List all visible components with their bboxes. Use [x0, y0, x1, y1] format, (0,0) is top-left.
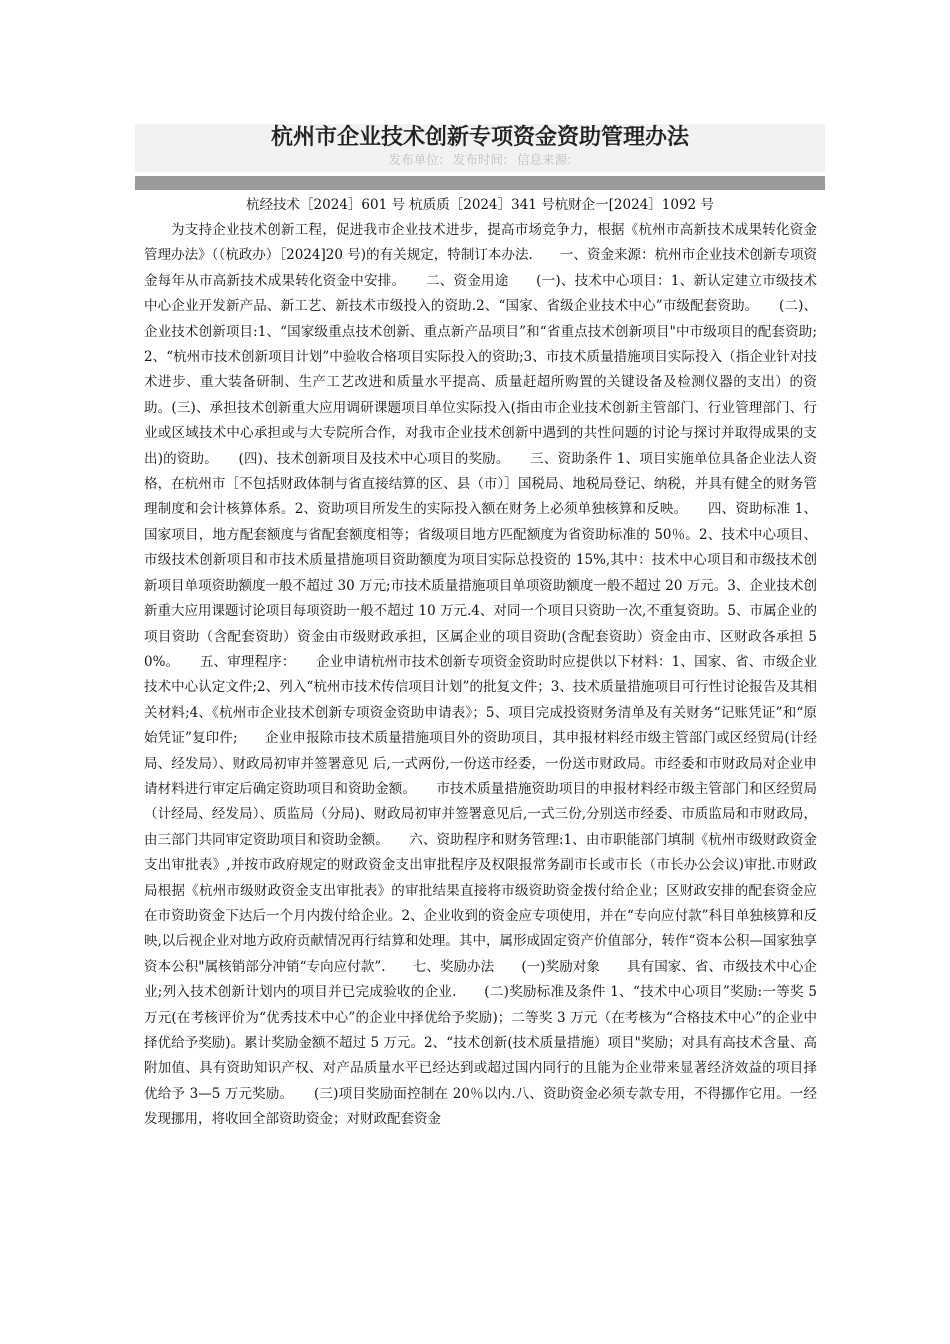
- meta-line: [135, 151, 825, 169]
- source-label: 信息来源:: [517, 152, 572, 167]
- publisher-label: 发布单位:: [388, 152, 443, 167]
- publish-time-label: 发布时间:: [452, 152, 508, 167]
- divider-bar: [135, 176, 825, 190]
- document-number: 杭经技术［2024］601 号 杭质质［2024］341 号杭财企一[2024］1092 号: [246, 197, 714, 213]
- document-title: 杭州市企业技术创新专项资金资助管理办法: [270, 125, 689, 150]
- document-body: 为支持企业技术创新工程，促进我市企业技术进步，提高市场竞争力，根据《杭州市高新技术成果转化资金管理办法》（（杭政办）［2024]20 号)的有关规定，特制订本办法. 一、资金来源：杭州市企业技术创新专项资金每年从市高新技术成果转化资金中安排。 二、资金用途 (一)、技术中心项目：1、新认定建立市级技术中心企业开发新产品、新工艺、新技术市级投入的资助.2、“国家、省级企业技术中心”市级配套资助。 (二)、企业技术创新项目:1、“国家级重点技术创新、重点新产品项目”和“省重点技术创新项目"中市级项目的配套资助;2、“杭州市技术创新项目计划”中验收合格项目实际投入的资助;3、市技术质量措施项目实际投入（指企业针对技术进步、重大装备研制、生产工艺改进和质量水平提高、质量赶超所购置的关键设备及检测仪器的支出）的资助。(三)、承担技术创新重大应用调研课题项目单位实际投入(指由市企业技术创新主管部门、行业管理部门、行业或区域技术中心承担或与大专院所合作，对我市企业技术创新中遇到的共性问题的讨论与探讨并取得成果的支出)的资助。 (四)、技术创新项目及技术中心项目的奖励。 三、资助条件 1、项目实施单位具备企业法人资格，在杭州市［不包括财政体制与省直接结算的区、县（市）］国税局、地税局登记、纳税，并具有健全的财务管理制度和会计核算体系。2、资助项目所发生的实际投入额在财务上必须单独核算和反映。 四、资助标准 1、国家项目，地方配套额度与省配套额度相等；省级项目地方匹配额度为省资助标准的 50％。2、技术中心项目、市级技术创新项目和市技术质量措施项目资助额度为项目实际总投资的 15%,其中：技术中心项目和市级技术创新项目单项资助额度一般不超过 30 万元;市技术质量措施项目单项资助额度一般不超过 20 万元。3、企业技术创新重大应用课题讨论项目每项资助一般不超过 10 万元.4、对同一个项目只资助一次,不重复资助。5、市属企业的项目资助（含配套资助）资金由市级财政承担，区属企业的项目资助(含配套资助）资金由市、区财政各承担 50%。 五、审理程序： 企业申请杭州市技术创新专项资金资助时应提供以下材料：1、国家、省、市级企业技术中心认定文件;2、列入“杭州市技术传信项目计划”的批复文件；3、技术质量措施项目可行性讨论报告及其相关材料;4、《杭州市企业技术创新专项资金资助申请表》；5、项目完成投资财务清单及有关财务“记账凭证”和“原始凭证”复印件; 企业申报除市技术质量措施项目外的资助项目，其申报材料经市级主管部门或区经贸局(计经局、经发局）、财政局初审并签署意见 后,一式两份,一份送市经委，一份送市财政局。市经委和市财政局对企业申请材料进行审定后确定资助项目和资助金额。 市技术质量措施资助项目的申报材料经市级主管部门和区经贸局（计经局、经发局）、质监局（分局)、财政局初审并签署意见后,一式三份,分别送市经委、市质监局和市财政局，由三部门共同审定资助项目和资助金额。 六、资助程序和财务管理:1、由市职能部门填制《杭州市级财政资金支出审批表》,并按市政府规定的财政资金支出审批程序及权限报常务副市长或市长（市长办公会议)审批.市财政局根据《杭州市级财政资金支出审批表》的审批结果直接将市级资助资金拨付给企业；区财政安排的配套资金应在市资助资金下达后一个月内拨付给企业。2、企业收到的资金应专项使用，并在“专向应付款”科目单独核算和反映,以后视企业对地方政府贡献情况再行结算和处理。其中，属形成固定资产价值部分，转作“资本公积—国家独享资本公积"属核销部分冲销“专向应付款”. 七、奖励办法 (一)奖励对象 具有国家、省、市级技术中心企业;列入技术创新计划内的项目并已完成验收的企业. (二)奖励标准及条件 1、“技术中心项目”奖励:一等奖 5 万元(在考核评价为“优秀技术中心”的企业中择优给予奖励)；二等奖 3 万元（在考核为“合格技术中心”的企业中择优给予奖励)。累计奖励金额不超过 5 万元。2、“技术创新(技术质量措施）项目"奖励；对具有高技术含量、高附加值、具有资助知识产权、对产品质量水平已经达到或超过国内同行的且能为企业带来显著经济效益的项目择优给予 3—5 万元奖励。 (三)项目奖励面控制在 20％以内.八、资助资金必须专款专用，不得挪作它用。一经发现挪用，将收回全部资助资金；对财政配套资金: [144, 222, 817, 1128]
